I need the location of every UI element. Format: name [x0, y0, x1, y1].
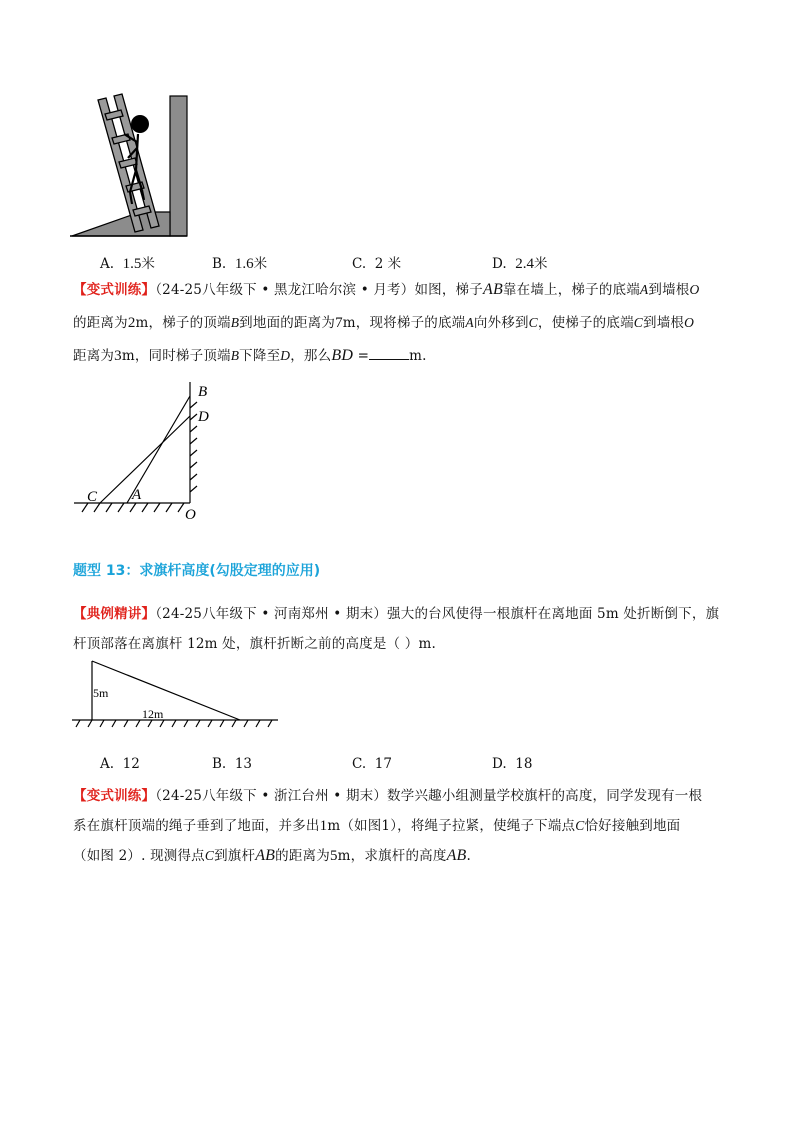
ladder	[98, 94, 159, 232]
variant2-tag: 【变式训练】	[73, 788, 156, 804]
option-d-value: 2.4	[515, 256, 534, 272]
example-option-b[interactable]: B. 13	[212, 756, 252, 772]
option-b-value: 1.6	[234, 256, 254, 272]
example-tag: 【典例精讲】	[73, 606, 156, 622]
variant1-line3: 距离为3m，同时梯子顶端B下降至D，那么BD = m.	[73, 347, 427, 364]
variant2-line2: 系在旗杆顶端的绳子垂到了地面，并多出1m（如图1），将绳子拉紧，使绳子下端点C恰好接触到地面	[73, 818, 681, 834]
variant1-line2: 的距离为2m，梯子的顶端B到地面的距离为7m，现将梯子的底端A向外移到C，使梯子的底端C到墙根O	[73, 315, 695, 331]
ladder-geometry-figure	[70, 378, 220, 523]
variant1-line1: 【变式训练】（24-25八年级下 • 黑龙江哈尔滨 • 月考）如图，梯子AB靠在墙上，梯子的底端A到墙根O	[73, 281, 700, 298]
variant1-tag: 【变式训练】	[73, 282, 156, 298]
option-d-unit: 米	[533, 256, 548, 272]
option-a[interactable]: A. 1.5米	[100, 256, 155, 272]
example-line1: 【典例精讲】（24-25八年级下 • 河南郑州 • 期末）强大的台风使得一根旗杆在离地面 5m 处折断倒下，旗	[73, 606, 720, 622]
wall	[170, 96, 187, 236]
example-line2: 杆顶部落在离旗杆 12m 处，旗杆折断之前的高度是（ ）m.	[73, 636, 436, 652]
ladder-wall-figure	[70, 92, 190, 237]
option-c[interactable]: C. 2 米	[352, 256, 402, 272]
variant2-line3: （如图 2）. 现测得点C到旗杆AB的距离为5m，求旗杆的高度AB.	[73, 847, 472, 864]
label-B: B	[198, 384, 208, 400]
option-b[interactable]: B. 1.6米	[212, 256, 268, 272]
label-12m: 12m	[142, 707, 164, 721]
option-d[interactable]: D. 2.4米	[492, 256, 548, 272]
example-option-d[interactable]: D. 18	[492, 756, 533, 772]
option-c-unit: 米	[387, 256, 402, 272]
example-option-a[interactable]: A. 12	[100, 756, 140, 772]
example-option-c[interactable]: C. 17	[352, 756, 392, 772]
option-c-value: 2	[374, 256, 384, 272]
option-a-unit: 米	[141, 256, 155, 272]
label-5m: 5m	[93, 686, 109, 700]
label-O: O	[185, 507, 196, 523]
section-heading: 题型 13：求旗杆高度(勾股定理的应用)	[73, 563, 321, 579]
option-b-unit: 米	[253, 256, 268, 272]
option-a-value: 1.5	[122, 256, 142, 272]
answer-blank[interactable]	[369, 347, 409, 360]
label-C: C	[87, 489, 98, 505]
variant2-line1: 【变式训练】（24-25八年级下 • 浙江台州 • 期末）数学兴趣小组测量学校旗杆的高度，同学发现有一根	[73, 788, 703, 804]
label-D: D	[198, 409, 209, 425]
flagpole-triangle-figure	[70, 655, 282, 730]
label-A: A	[132, 487, 142, 503]
